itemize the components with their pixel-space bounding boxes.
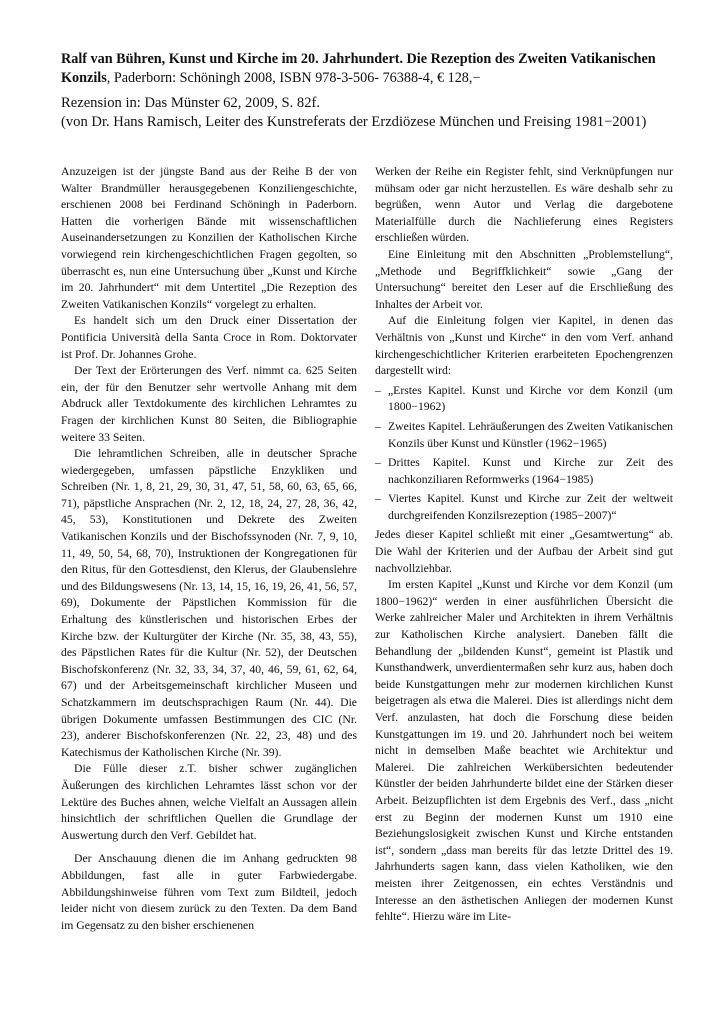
book-title: Ralf van Bühren, Kunst und Kirche im 20. Jahrhundert. Die Rezeption des Zweiten Vatikanischen Konzils xyxy=(61,51,656,86)
paragraph: Die lehramtlichen Schreiben, alle in deutscher Sprache wiedergegeben, umfassen päpstliche Enzykliken und Schreiben (Nr. 1, 8, 21, 29, 30, 31, 47, 51, 58, 60, 63, 65, 66, 71), päpstliche Ansprachen (Nr. 2, 12, 18, 24, 27, 28, 36, 42, 45, 53), Konstitutionen und Dekrete des Zweiten Vatikanischen Konzils und der Bischofssynoden (Nr. 7, 9, 10, 11, 49, 50, 54, 68, 70), Instruktionen der Kongregationen für den Ritus, für den Gottesdienst, den Klerus, der Glaubenslehre und des Bildungswesens (Nr. 13, 14, 15, 16, 19, 26, 41, 56, 57, 69), Dokumente der Päpstlichen Kommission für die Erhaltung des künstlerischen und historischen Erbes der Kirche bzw. der Kulturgüter der Kirche (Nr. 35, 38, 43, 55), des Päpstlichen Rates für die Kultur (Nr. 52), der Deutschen Bischofskonferenz (Nr. 32, 33, 34, 37, 40, 46, 59, 61, 62, 64, 67) und der Arbeitsgemeinschaft kirchlicher Museen und Schatzkammern im deutschsprachigen Raum (Nr. 44). Die übrigen Dokumente umfassen Bestimmungen des CIC (Nr. 23), anderer Bischofskonferenzen (Nr. 22, 23, 48) und des Katechismus der Katholischen Kirche (Nr. 39). xyxy=(61,447,357,759)
dash-bullet: – xyxy=(375,383,381,397)
dash-bullet: – xyxy=(375,492,381,506)
paragraph: Werken der Reihe ein Register fehlt, sind Verknüpfungen nur mühsam oder gar nicht herzustellen. Es wäre deshalb sehr zu begrüßen, wenn Autor und Verlag die dargebotene Materialfülle durch die Nachlieferung eines Registers erschließen würden. xyxy=(375,165,673,245)
review-header xyxy=(61,50,673,132)
list-item xyxy=(375,383,673,416)
chapter-text: Zweites Kapitel. Lehräußerungen des Zweiten Vatikanischen Konzils über Kunst und Künstler (1962−1965) xyxy=(388,419,673,450)
dash-bullet: – xyxy=(375,456,381,470)
paragraph: Es handelt sich um den Druck einer Dissertation der Pontificia Università della Santa Croce in Rom. Doktorvater ist Prof. Dr. Johannes Grohe. xyxy=(61,314,357,361)
list-item xyxy=(375,455,673,488)
paragraph: Im ersten Kapitel „Kunst und Kirche vor dem Konzil (um 1800−1962)“ werden in einer ausführlichen Übersicht die Werke zahlreicher Maler und Architekten in ihrem Verhältnis zur Katholischen Kirche analysiert. Daneben fällt die Behandlung der „bildenden Kunst“, gemeint ist Plastik und Kunsthandwerk, unverdientermaßen sehr kurz aus, haben doch beide Kunstgattungen mehr zur modernen kirchlichen Kunst beigetragen als etwa die Malerei. Dies ist allerdings nicht dem Verf. anzulasten, hat doch die Forschung diese beiden Kunstgattungen im 19. und 20. Jahrhundert noch bei weitem nicht in demselben Maße beachtet wie Architektur und Malerei. Die zahlreichen Werkübersichten bedeutender Künstler der beiden Jahrhunderte bildet eine der Stärken dieser Arbeit. Beizupflichten ist dem Ergebnis des Verf., dass „nicht erst zu Beginn der modernen Kunst um 1910 eine Beziehungslosigkeit zwischen Kunst und Kirche entstanden ist“, sondern „dass man bereits für das letzte Drittel des 19. Jahrhunderts sagen kann, dass vielen Katholiken, wie den meisten ihrer Zeitgenossen, ein echtes Verständnis und Interesse an den ästhetischen Anliegen der modernen Kunst fehlte“. Hierzu wäre im Lite- xyxy=(375,578,673,924)
dash-bullet: – xyxy=(375,419,381,433)
chapter-text: Viertes Kapitel. Kunst und Kirche zur Zeit der weltweit durchgreifenden Konzilsrezeption (1985−2007)“ xyxy=(388,492,673,522)
paragraph: Jedes dieser Kapitel schließt mit einer „Gesamtwertung“ ab. Die Wahl der Kriterien und der Aufbau der Arbeit sind gut nachvollziehbar. xyxy=(375,528,673,575)
paragraph: Der Text der Erörterungen des Verf. nimmt ca. 625 Seiten ein, der für den Benutzer sehr wertvolle Anhang mit dem Abdruck aller Textdokumente des kirchlichen Lehramtes zu Fragen der kirchlichen Kunst 80 Seiten, die Bibliographie weitere 33 Seiten. xyxy=(61,364,357,444)
paragraph: Anzuzeigen ist der jüngste Band aus der Reihe B der von Walter Brandmüller herausgegebenen Konziliengeschichte, erschienen 2008 bei Ferdinand Schöningh in Paderborn. Hatten die vorherigen Bände mit wissenschaftlichen Auseinandersetzungen zu Konzilien der Katholischen Kirche vorwiegend rein kirchengeschichtlichen Fragen gegolten, so überrascht es, nun eine Untersuchung über „Kunst und Kirche im 20. Jahrhundert“ mit dem Untertitel „Die Rezeption des Zweiten Vatikanischen Konzils“ vorgelegt zu erhalten. xyxy=(61,165,357,311)
list-item xyxy=(375,491,673,524)
book-citation xyxy=(61,50,673,88)
review-source: Rezension in: Das Münster 62, 2009, S. 82f. xyxy=(61,95,321,111)
reviewer-info: (von Dr. Hans Ramisch, Leiter des Kunstreferats der Erzdiözese München und Freising 1981−2001) xyxy=(61,114,647,130)
paragraph: Der Anschauung dienen die im Anhang gedruckten 98 Abbildungen, fast alle in guter Farbwiedergabe. Abbildungshinweise führen vom Text zum Bildteil, jedoch leider nicht von diesem zurück zu den Texten. Da dem Band im Gegensatz zu den bisher erschienenen xyxy=(61,852,357,932)
left-column xyxy=(61,164,357,934)
paragraph: Eine Einleitung mit den Abschnitten „Problemstellung“, „Methode und Begriffklichkeit“ sowie „Gang der Untersuchung“ bereitet den Leser auf die Erschließung des Inhaltes der Arbeit vor. xyxy=(375,247,673,311)
paragraph: Die Fülle dieser z.T. bisher schwer zugänglichen Äußerungen des kirchlichen Lehramtes lässt schon vor der Lektüre des Buches ahnen, welche Vielfalt an Aussagen allein hinsichtlich der schriftlichen Quellen die Grundlage der Auswertung durch den Verf. Gebildet hat. xyxy=(61,762,357,842)
chapter-list xyxy=(375,383,673,525)
list-item xyxy=(375,419,673,452)
chapter-text: „Erstes Kapitel. Kunst und Kirche vor dem Konzil (um 1800−1962) xyxy=(388,383,673,414)
right-column xyxy=(375,164,673,926)
chapter-text: Drittes Kapitel. Kunst und Kirche zur Zeit des nachkonziliaren Reformwerks (1964−1985) xyxy=(388,456,673,486)
publication-info: , Paderborn: Schöningh 2008, ISBN 978-3-506- 76388-4, € 128,− xyxy=(106,70,481,86)
paragraph: Auf die Einleitung folgen vier Kapitel, in denen das Verhältnis von „Kunst und Kirche“ in den vom Verf. anhand kirchengeschichtlicher Kriterien erarbeiteten Epochengrenzen dargestellt wird: xyxy=(375,314,673,378)
